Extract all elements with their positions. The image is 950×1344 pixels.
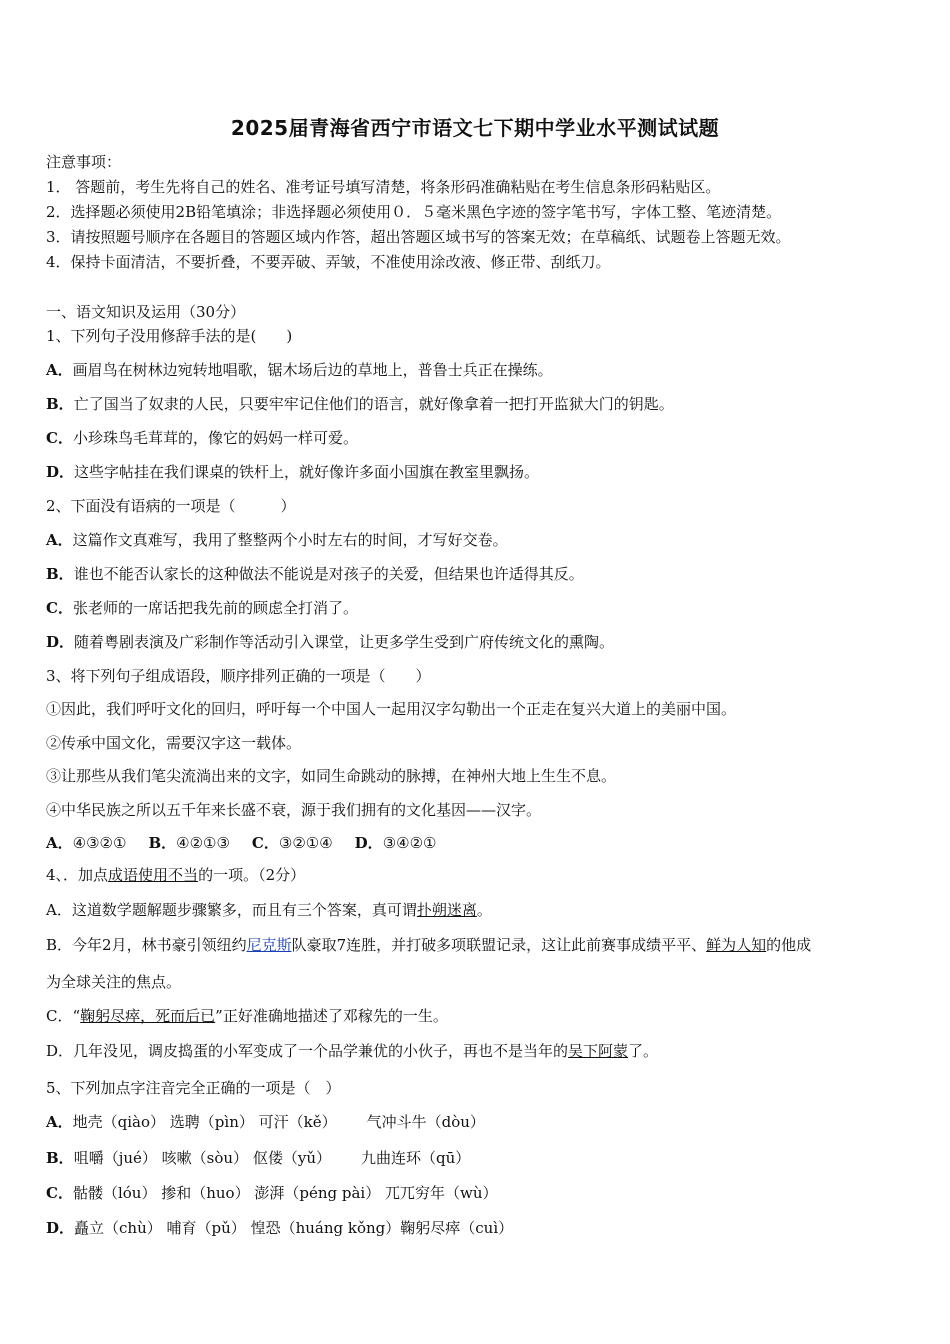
option-key: A． [46,1113,73,1131]
option-key: B． [46,1149,74,1167]
question-3-stem: 3、将下列句子组成语段，顺序排列正确的一项是（ ） [46,667,431,685]
option-text: 亡了国当了奴隶的人民，只要牢牢记住他们的语言，就好像拿着一把打开监狱大门的钥匙。 [73,395,674,413]
question-4-option-d [46,1041,658,1061]
question-3-sentence-2: ②传承中国文化，需要汉字这一载体。 [46,734,302,752]
question-2-option-d [46,632,614,652]
option-text: 队豪取7连胜，并打破多项联盟记录，这让此前赛事成绩平平、 [291,936,707,954]
question-4-option-b-continued: 为全球关注的焦点。 [46,973,182,991]
word: 哺育（pǔ） [166,1219,246,1237]
question-3-options [46,833,436,853]
word: 骷髅（lóu） [72,1184,157,1202]
option-text: 张老师的一席话把我先前的顾虑全打消了。 [72,599,358,617]
question-5-option-c [46,1183,498,1203]
word: 九曲连环（qū） [360,1149,471,1167]
option-key: D． [46,1219,75,1237]
question-2-option-b [46,564,584,584]
option-text: 的他成 [766,936,812,954]
option-text: ”正好准确地描述了邓稼先的一生。 [215,1007,448,1025]
question-5-option-a [46,1112,485,1132]
option-text: 小珍珠鸟毛茸茸的，像它的妈妈一样可爱。 [72,429,358,447]
option-key: B． [148,834,177,852]
question-1-option-b [46,394,674,414]
question-1-stem: 1、下列句子没用修辞手法的是( ) [46,327,293,345]
option-key: B． [46,565,74,583]
question-5-option-d [46,1218,513,1238]
option-text: ③④②① [382,834,437,852]
option-key: C． [251,834,279,852]
option-text: ④②①③ [176,834,230,852]
word: 掺和（huo） [161,1184,250,1202]
word: 咳嗽（sòu） [161,1149,249,1167]
option-text: ④③②① [72,834,127,852]
option-key: D． [46,633,75,651]
option-text: B．今年2月，林书豪引领纽约 [46,936,247,954]
word: 惶恐（huáng kǒng） [250,1219,401,1237]
option-text: 这些字帖挂在我们课桌的铁杆上，就好像许多面小国旗在教室里飘扬。 [74,463,540,481]
underlined-idiom: 鞠躬尽瘁，死而后已 [80,1007,216,1025]
question-1-option-d [46,462,539,482]
option-key: C． [46,1184,73,1202]
question-3-sentence-4: ④中华民族之所以五千年来长盛不衰，源于我们拥有的文化基因——汉字。 [46,801,542,819]
underlined-idiom: 吴下阿蒙 [568,1042,629,1060]
option-key: C． [46,599,73,617]
underlined-idiom: 扑朔迷离 [416,901,477,919]
option-key: A． [46,834,73,852]
section-heading: 一、语文知识及运用（30分） [46,303,246,321]
stem-underlined: 成语使用不当 [108,866,199,884]
option-text: 画眉鸟在树林边宛转地唱歌，锯木场后边的草地上，普鲁士兵正在操练。 [72,361,553,379]
option-text: 。 [476,901,492,919]
option-key: D． [46,463,75,481]
notice-heading: 注意事项： [46,153,122,171]
word: 可汗（kě） [258,1113,337,1131]
word: 鞠躬尽瘁（cuì） [400,1219,514,1237]
question-2-option-a [46,530,508,550]
word: 地壳（qiào） [72,1113,166,1131]
question-5-stem: 5、下列加点字注音完全正确的一项是（ ） [46,1079,341,1097]
question-3-sentence-3: ③让那些从我们笔尖流淌出来的文字，如同生命跳动的脉搏，在神州大地上生生不息。 [46,767,617,785]
notice-item-1: 1． 答题前，考生先将自己的姓名、准考证号填写清楚，将条形码准确粘贴在考生信息条形码粘贴区。 [46,178,721,196]
option-text: 这篇作文真难写，我用了整整两个小时左右的时间，才写好交卷。 [72,531,508,549]
option-text: 随着粤剧表演及广彩制作等活动引入课堂，让更多学生受到广府传统文化的熏陶。 [74,633,615,651]
question-4-stem [46,865,305,885]
option-key: A． [46,361,73,379]
word: 矗立（chù） [74,1219,162,1237]
option-key: B． [46,395,74,413]
question-1-option-c [46,428,358,448]
question-2-stem: 2、下面没有语病的一项是（ ） [46,497,296,515]
option-text: A．这道数学题解题步骤繁多，而且有三个答案，真可谓 [46,901,417,919]
word: 兀兀穷年（wù） [385,1184,498,1202]
option-key: A． [46,531,73,549]
notice-item-4: 4．保持卡面清洁，不要折叠，不要弄破、弄皱，不准使用涂改液、修正带、刮纸刀。 [46,253,611,271]
underlined-idiom: 鲜为人知 [706,936,767,954]
option-key: D． [354,834,383,852]
page-title: 2025届青海省西宁市语文七下期中学业水平测试试题 [230,116,720,140]
option-key: C． [46,429,73,447]
word: 伛偻（yǔ） [252,1149,331,1167]
stem-text: 4、．加点 [46,866,109,884]
question-4-option-b [46,935,811,955]
question-4-option-a [46,900,492,920]
word: 选聘（pìn） [169,1113,254,1131]
word: 咀嚼（jué） [73,1149,157,1167]
word: 澎湃（péng pài） [254,1184,381,1202]
stem-text: 的一项。（2分） [198,866,306,884]
notice-item-2: 2．选择题必须使用2B铅笔填涂；非选择题必须使用０．５毫米黑色字迹的签字笔书写，字体工整、笔迹清楚。 [46,203,782,221]
option-text: D．几年没见，调皮捣蛋的小军变成了一个品学兼优的小伙子，再也不是当年的 [46,1042,569,1060]
question-2-option-c [46,598,358,618]
option-text: 了。 [628,1042,659,1060]
option-text: 谁也不能否认家长的这种做法不能说是对孩子的关爱，但结果也许适得其反。 [73,565,584,583]
option-text: ③②①④ [278,834,333,852]
notice-item-3: 3．请按照题号顺序在各题目的答题区域内作答，超出答题区域书写的答案无效；在草稿纸、试题卷上答题无效。 [46,228,791,246]
question-3-sentence-1: ①因此，我们呼吁文化的回归，呼吁每一个中国人一起用汉字勾勒出一个正走在复兴大道上的美丽中国。 [46,700,737,718]
knicks-link[interactable]: 尼克斯 [246,936,292,954]
question-5-option-b [46,1148,470,1168]
question-1-option-a [46,360,553,380]
option-text: C．“ [46,1007,81,1025]
word: 气冲斗牛（dòu） [366,1113,485,1131]
question-4-option-c [46,1006,448,1026]
